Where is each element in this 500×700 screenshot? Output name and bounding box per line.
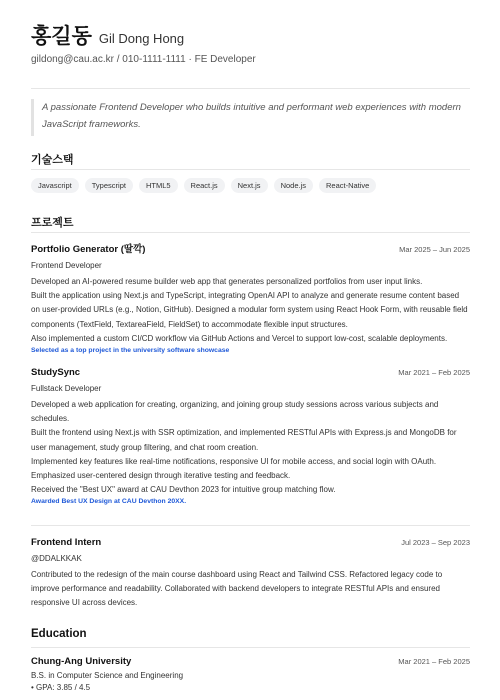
description-line: Also implemented a custom CI/CD workflow via GitHub Actions and Vercel to support low-cost, scalable deployments. — [31, 333, 448, 343]
project-description — [31, 275, 470, 346]
description-line: Developed a web application for creating, organizing, and joining group study sessions across various subjects and schedules. — [31, 400, 439, 424]
gpa: • GPA: 3.85 / 4.5 — [31, 683, 91, 692]
skill-tag: Javascript — [31, 178, 79, 193]
project-role: Frontend Developer — [31, 261, 102, 270]
skill-tag: Typescript — [85, 178, 133, 193]
skill-tag: Next.js — [231, 178, 268, 193]
project-description — [31, 398, 470, 497]
skill-tag: React.js — [184, 178, 225, 193]
experience-description: Contributed to the redesign of the main course dashboard using React and Tailwind CSS. Refactored legacy code to improve performance and readability. Collaborated with backend developers to integrate RESTful APIs and ensured responsive UI across devices. — [31, 570, 443, 608]
education-title: Education — [31, 628, 87, 640]
name-korean: 홍길동 — [31, 25, 92, 48]
description-line: Built the frontend using Next.js with SSR optimization, and implemented RESTful APIs with Express.js and MongoDB for user management, study group filtering, and chat room creation. — [31, 428, 457, 452]
skill-tag: React-Native — [319, 178, 376, 193]
skill-tag: HTML5 — [139, 178, 178, 193]
project-title: StudySync — [31, 367, 81, 378]
description-line: Received the "Best UX" award at CAU Devthon 2023 for intuitive group matching flow. — [31, 485, 336, 495]
experience-title: Frontend Intern — [31, 537, 102, 548]
education-date: Mar 2021 – Feb 2025 — [398, 657, 470, 666]
divider — [31, 169, 470, 170]
projects-title: 프로젝트 — [31, 217, 74, 229]
school-name: Chung-Ang University — [31, 656, 132, 667]
experience-date: Jul 2023 – Sep 2023 — [401, 538, 470, 547]
skill-tags — [31, 178, 376, 193]
divider — [31, 88, 470, 89]
divider — [31, 232, 470, 233]
divider — [31, 647, 470, 648]
skills-title: 기술스택 — [31, 154, 74, 166]
description-line: Emphasized user-centered design through iterative testing and feedback. — [31, 471, 291, 481]
project-title: Portfolio Generator (딸깍) — [31, 244, 146, 255]
summary-quote: A passionate Frontend Developer who builds intuitive and performant web experiences with modern JavaScript frameworks. — [31, 99, 470, 136]
project-highlight: Selected as a top project in the university software showcase — [31, 347, 230, 355]
project-item — [31, 241, 470, 354]
project-item — [31, 367, 470, 505]
experience-item — [31, 537, 470, 611]
divider — [31, 525, 470, 526]
project-date: Mar 2021 – Feb 2025 — [398, 368, 470, 377]
project-highlight: Awarded Best UX Design at CAU Devthon 20XX. — [31, 498, 187, 506]
name-header — [31, 20, 184, 50]
experience-company: @DDALKKAK — [31, 554, 82, 563]
description-line: Developed an AI-powered resume builder web app that generates personalized portfolios from user input links. — [31, 277, 423, 286]
description-line: Implemented key features like real-time notifications, responsive UI for mobile access, and social login with OAuth. — [31, 456, 437, 466]
name-english: Gil Dong Hong — [98, 31, 185, 46]
education-item — [31, 656, 470, 692]
project-date: Mar 2025 – Jun 2025 — [399, 245, 470, 254]
description-line: Built the application using Next.js and TypeScript, integrating OpenAI API to analyze and generate resume content based on user-provided URLs (e.g., Notion, GitHub). Designed a modular form system using React Hook Form, with reusable field components (TextField, TextareaField, FieldSet) to accommodate flexible input structures. — [31, 291, 468, 329]
contact-info: gildong@cau.ac.kr / 010-1111-1111 · FE Developer — [31, 54, 256, 65]
project-role: Fullstack Developer — [31, 384, 102, 393]
degree: B.S. in Computer Science and Engineering — [31, 671, 184, 680]
skill-tag: Node.js — [274, 178, 313, 193]
